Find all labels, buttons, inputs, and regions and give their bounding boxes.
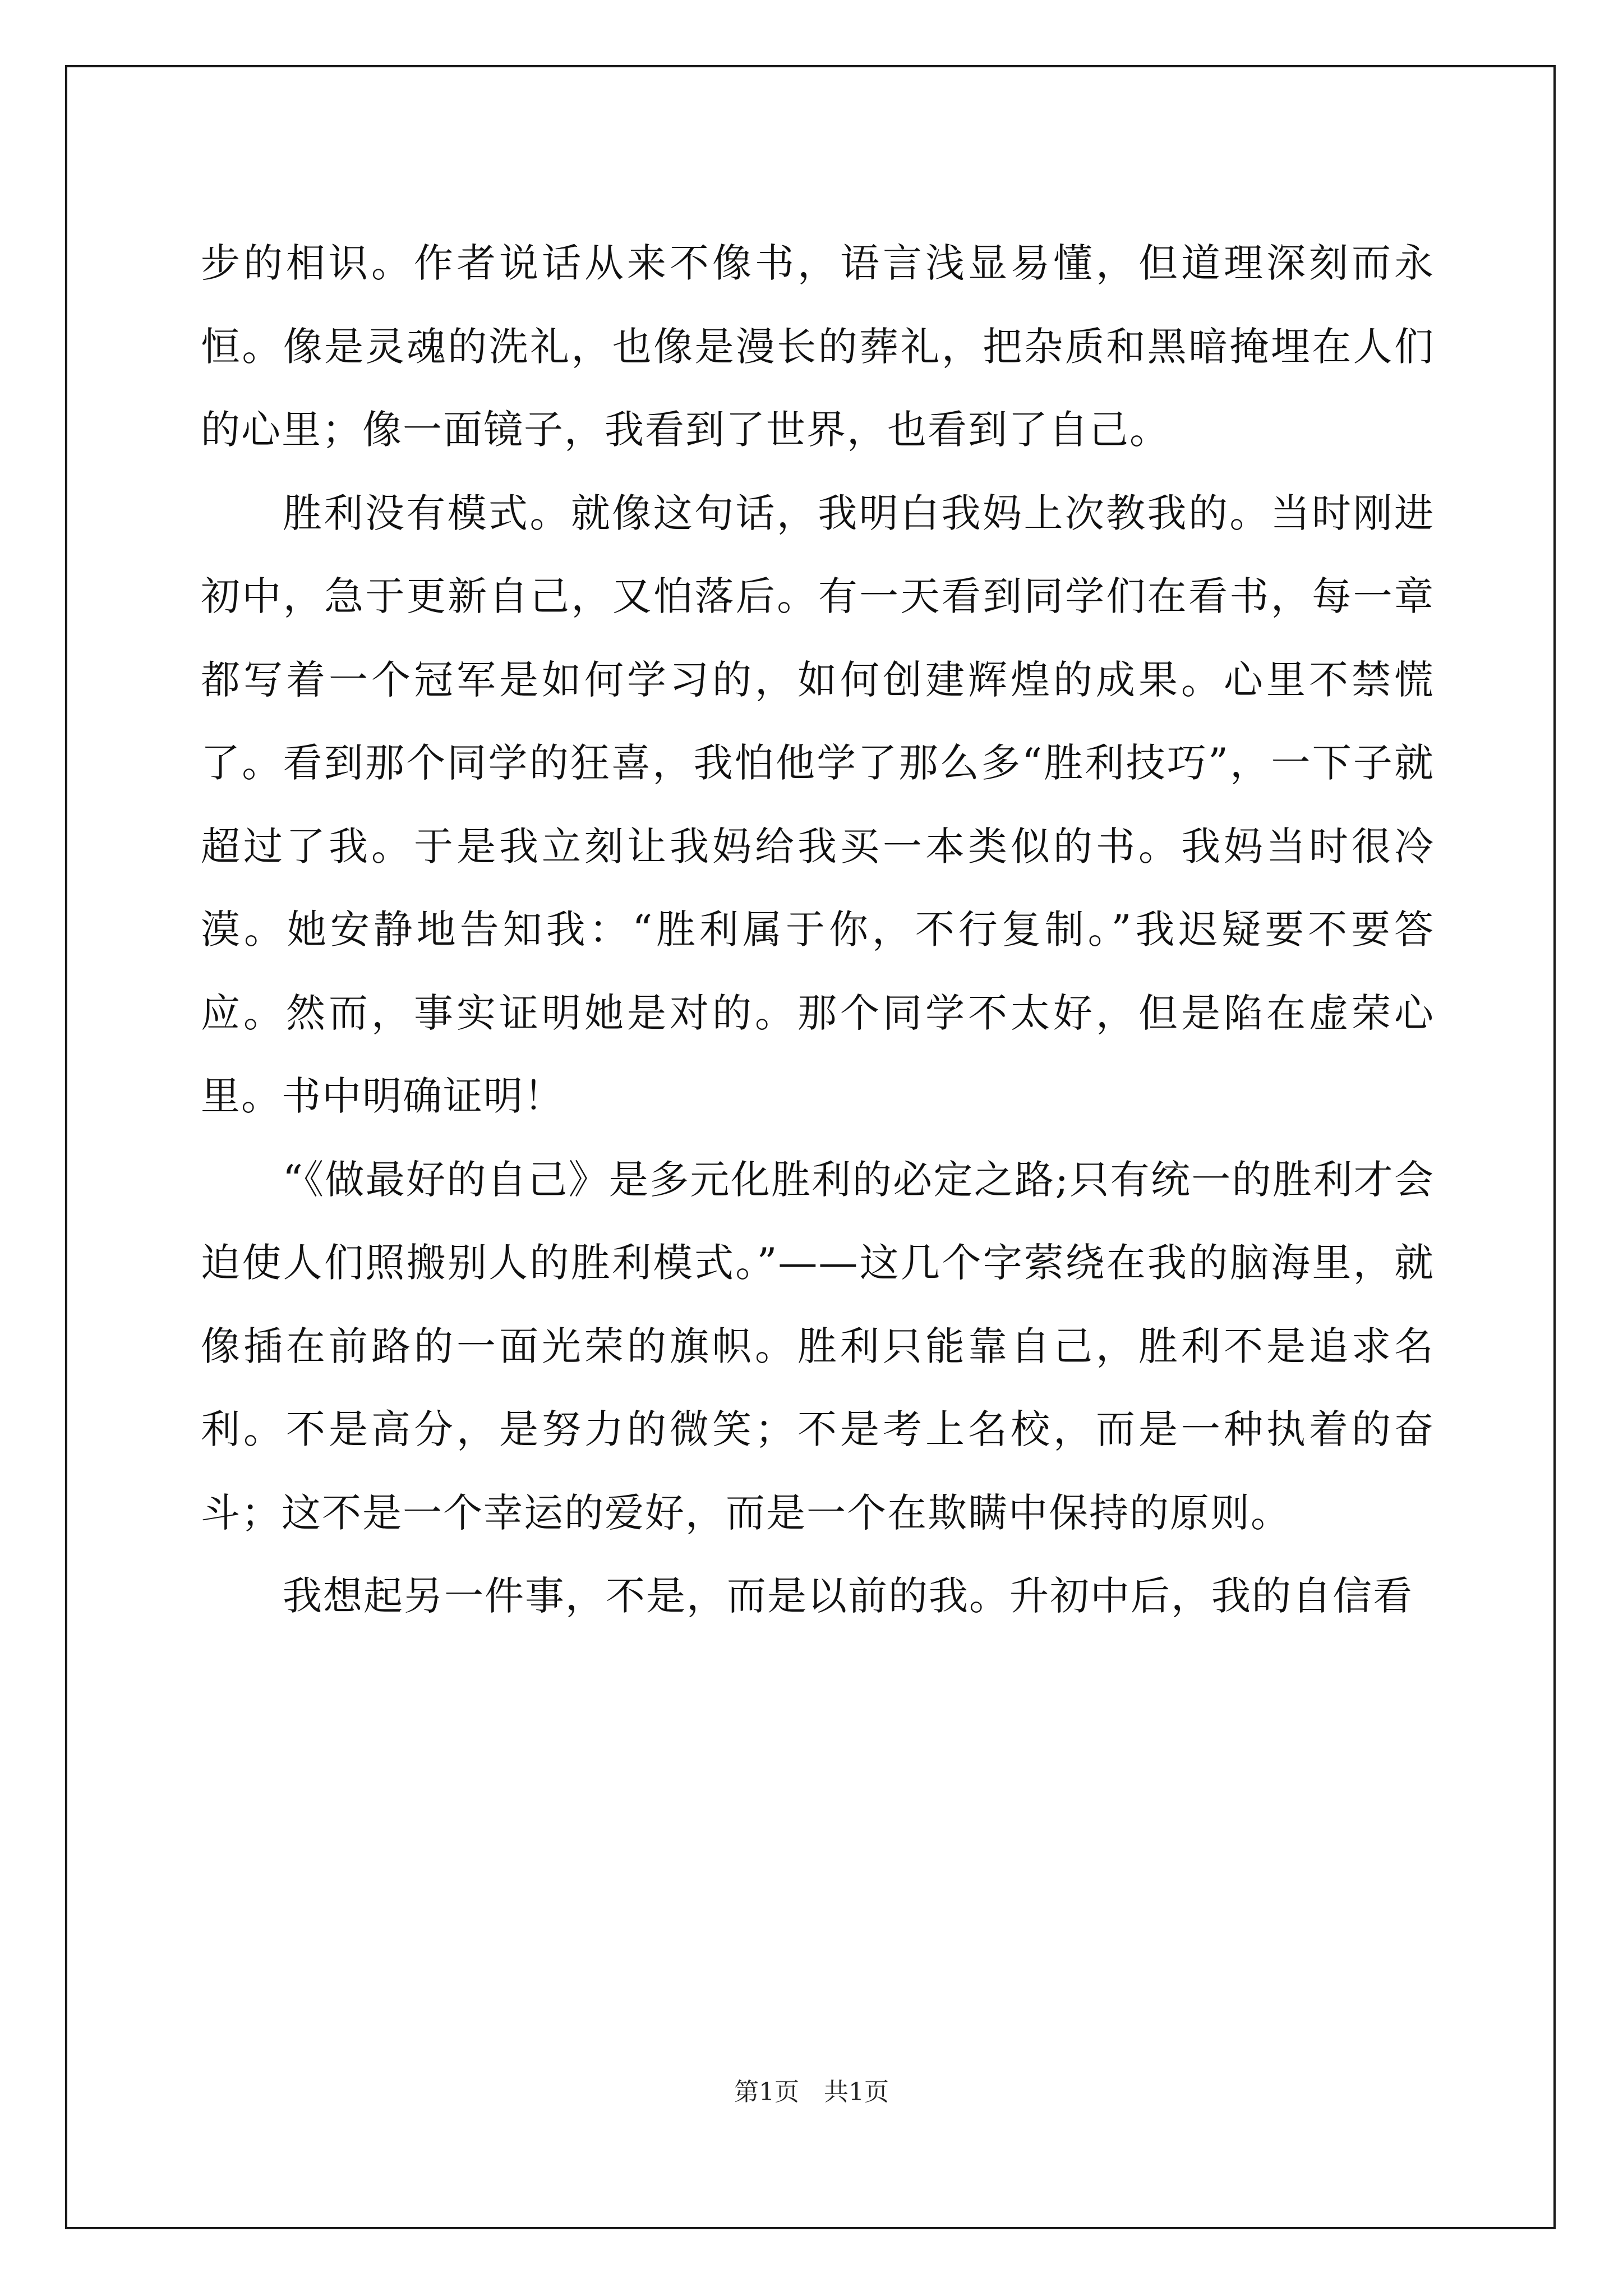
paragraph-2: 胜利没有模式。就像这句话，我明白我妈上次教我的。当时刚进初中，急于更新自己，又怕落后。有一天看到同学们在看书，每一章都写着一个冠军是如何学习的，如何创建辉煌的成果。心里不禁慌了。看到那个同学的狂喜，我怕他学了那么多“胜利技巧”，一下子就超过了我。于是我立刻让我妈给我买一本类似的书。我妈当时很冷漠。她安静地告知我：“胜利属于你，不行复制。”我迟疑要不要答应。然而，事实证明她是对的。那个同学不太好，但是陷在虚荣心里。书中明确证明！ <box>201 490 1435 1119</box>
page-number-footer: 第1页 共1页 <box>734 2078 889 2106</box>
paragraph-4: 我想起另一件事，不是，而是以前的我。升初中后，我的自信看 <box>283 1573 1413 1619</box>
paragraph-1: 步的相识。作者说话从来不像书，语言浅显易懂，但道理深刻而永恒。像是灵魂的洗礼，也像是漫长的葬礼，把杂质和黑暗掩埋在人们的心里；像一面镜子，我看到了世界，也看到了自己。 <box>201 240 1435 453</box>
paragraph-3: “《做最好的自己》是多元化胜利的必定之路;只有统一的胜利才会迫使人们照搬别人的胜利模式。”——这几个字萦绕在我的脑海里，就像插在前路的一面光荣的旗帜。胜利只能靠自己，胜利不是追求名利。不是高分，是努力的微笑；不是考上名校，而是一种执着的奋斗；这不是一个幸运的爱好，而是一个在欺瞒中保持的原则。 <box>201 1156 1435 1536</box>
document-body <box>201 222 1435 1638</box>
